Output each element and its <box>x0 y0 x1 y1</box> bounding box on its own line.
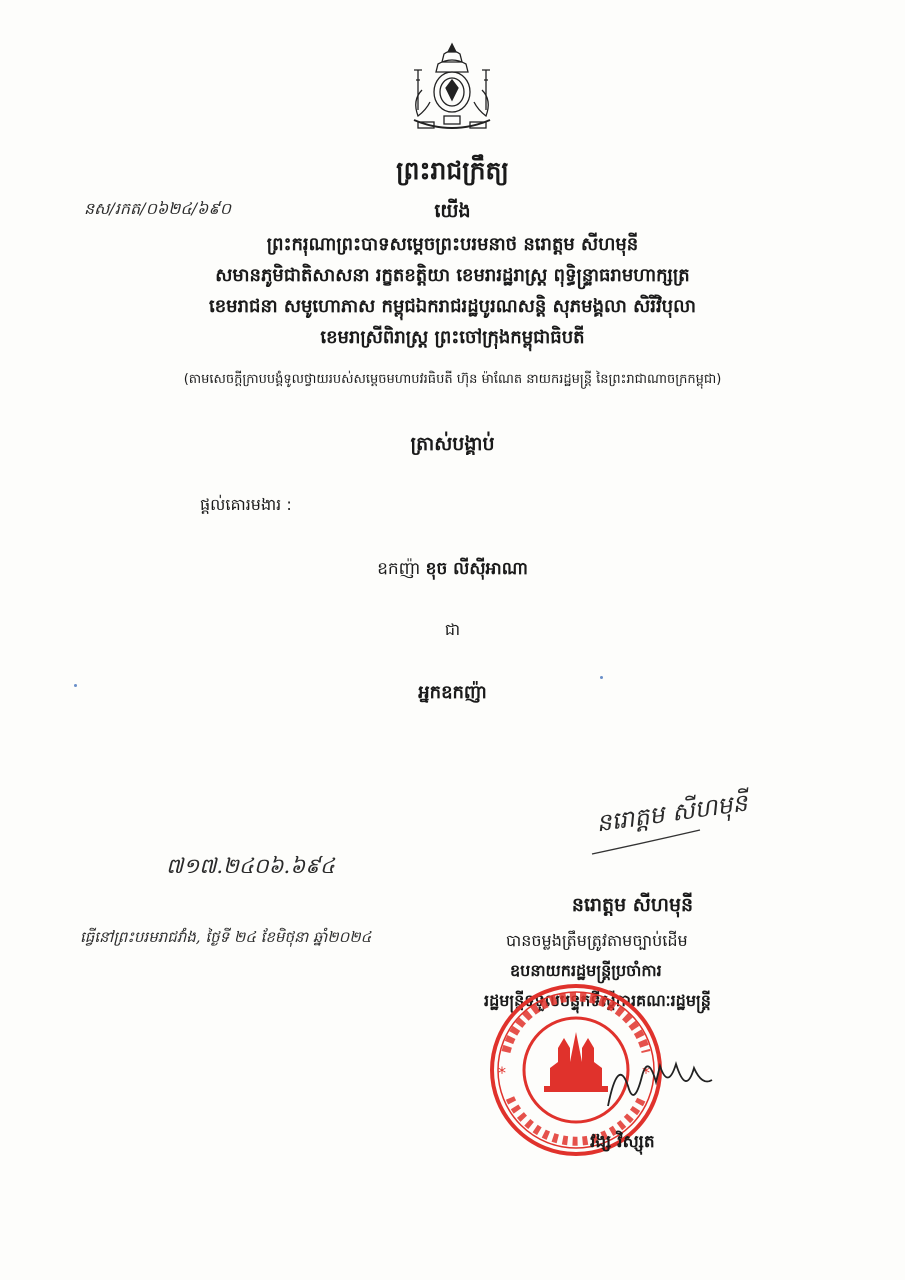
recipient-line <box>0 558 905 583</box>
paper-speck <box>600 676 603 679</box>
deputy-name: វង្ស វិស្សុត <box>590 1132 655 1152</box>
we-label: យើង <box>434 200 471 222</box>
svg-text:*: * <box>498 1063 506 1082</box>
king-title-line-2: សមានភូមិជាតិសាសនា រក្ខតខត្តិយា ខេមរារដ្ឋរាស្ត្រ ពុទ្ធិន្ទ្រាធរាមហាក្សត្រ <box>215 265 690 286</box>
certified-copy-line: បានចម្លងត្រឹមត្រូវតាមច្បាប់ដើម <box>506 931 688 950</box>
as-word: ជា <box>444 620 461 639</box>
award-label: ផ្តល់គោរមងារ : <box>200 495 292 514</box>
king-title-line-3: ខេមរាជនា សមូហោភាស កម្ពុជឯករាជរដ្ឋបូរណសន្តិ សុភមង្គលា សិរីវិបុលា <box>209 296 696 317</box>
recipient-prefix: ឧកញ៉ា <box>377 559 421 579</box>
king-title-line-1: ព្រះករុណាព្រះបាទសម្តេចព្រះបរមនាថ នរោត្តម សីហមុនី <box>266 234 639 255</box>
signature-underline-icon <box>588 820 706 860</box>
deputy-handwritten-signature-icon <box>598 1046 718 1122</box>
deputy-title-line-1: ឧបនាយករដ្ឋមន្ត្រីប្រចាំការ <box>510 961 662 980</box>
date-line: ធ្វើនៅព្រះបរមរាជវាំង, ថ្ងៃទី ២៤ ខែមិថុនា ឆ្នាំ២០២៤ <box>80 928 372 946</box>
royal-coat-of-arms-icon <box>404 40 500 140</box>
king-title-line-4: ខេមរាស្រីពិរាស្ត្រ ព្រះចៅក្រុងកម្ពុជាធិបតី <box>320 327 585 348</box>
registration-number: ៧១៧.២៤០៦.៦៩៤ <box>166 854 335 878</box>
svg-text:*: * <box>642 1063 650 1082</box>
proposal-note: (តាមសេចក្តីក្រាបបង្គំទូលថ្វាយរបស់សម្តេចមហាបវរធិបតី ហ៊ុន ម៉ាណែត នាយករដ្ឋមន្ត្រី នៃព្រះរាជាណាចក្រកម្ពុជា) <box>183 372 722 387</box>
recipient-name: ខុច លីស៊ីអាណា <box>425 559 528 579</box>
decree-heading: ត្រាស់បង្គាប់ <box>410 433 495 455</box>
decree-header-title: ព្រះរាជក្រឹត្យ <box>396 156 509 185</box>
document-number: នស/រកត/០៦២៤/៦៩០ <box>84 199 232 218</box>
deputy-title-line-2: រដ្ឋមន្ត្រីទទួលបន្ទុកទីស្តីការគណៈរដ្ឋមន្ត្រី <box>484 991 711 1010</box>
paper-speck <box>74 684 77 687</box>
king-handwritten-signature: នរោត្តម សីហមុនី <box>594 788 750 838</box>
king-printed-name: នរោត្តម សីហមុនី <box>571 894 694 916</box>
awarded-title: អ្នកឧកញ៉ា <box>418 682 487 703</box>
